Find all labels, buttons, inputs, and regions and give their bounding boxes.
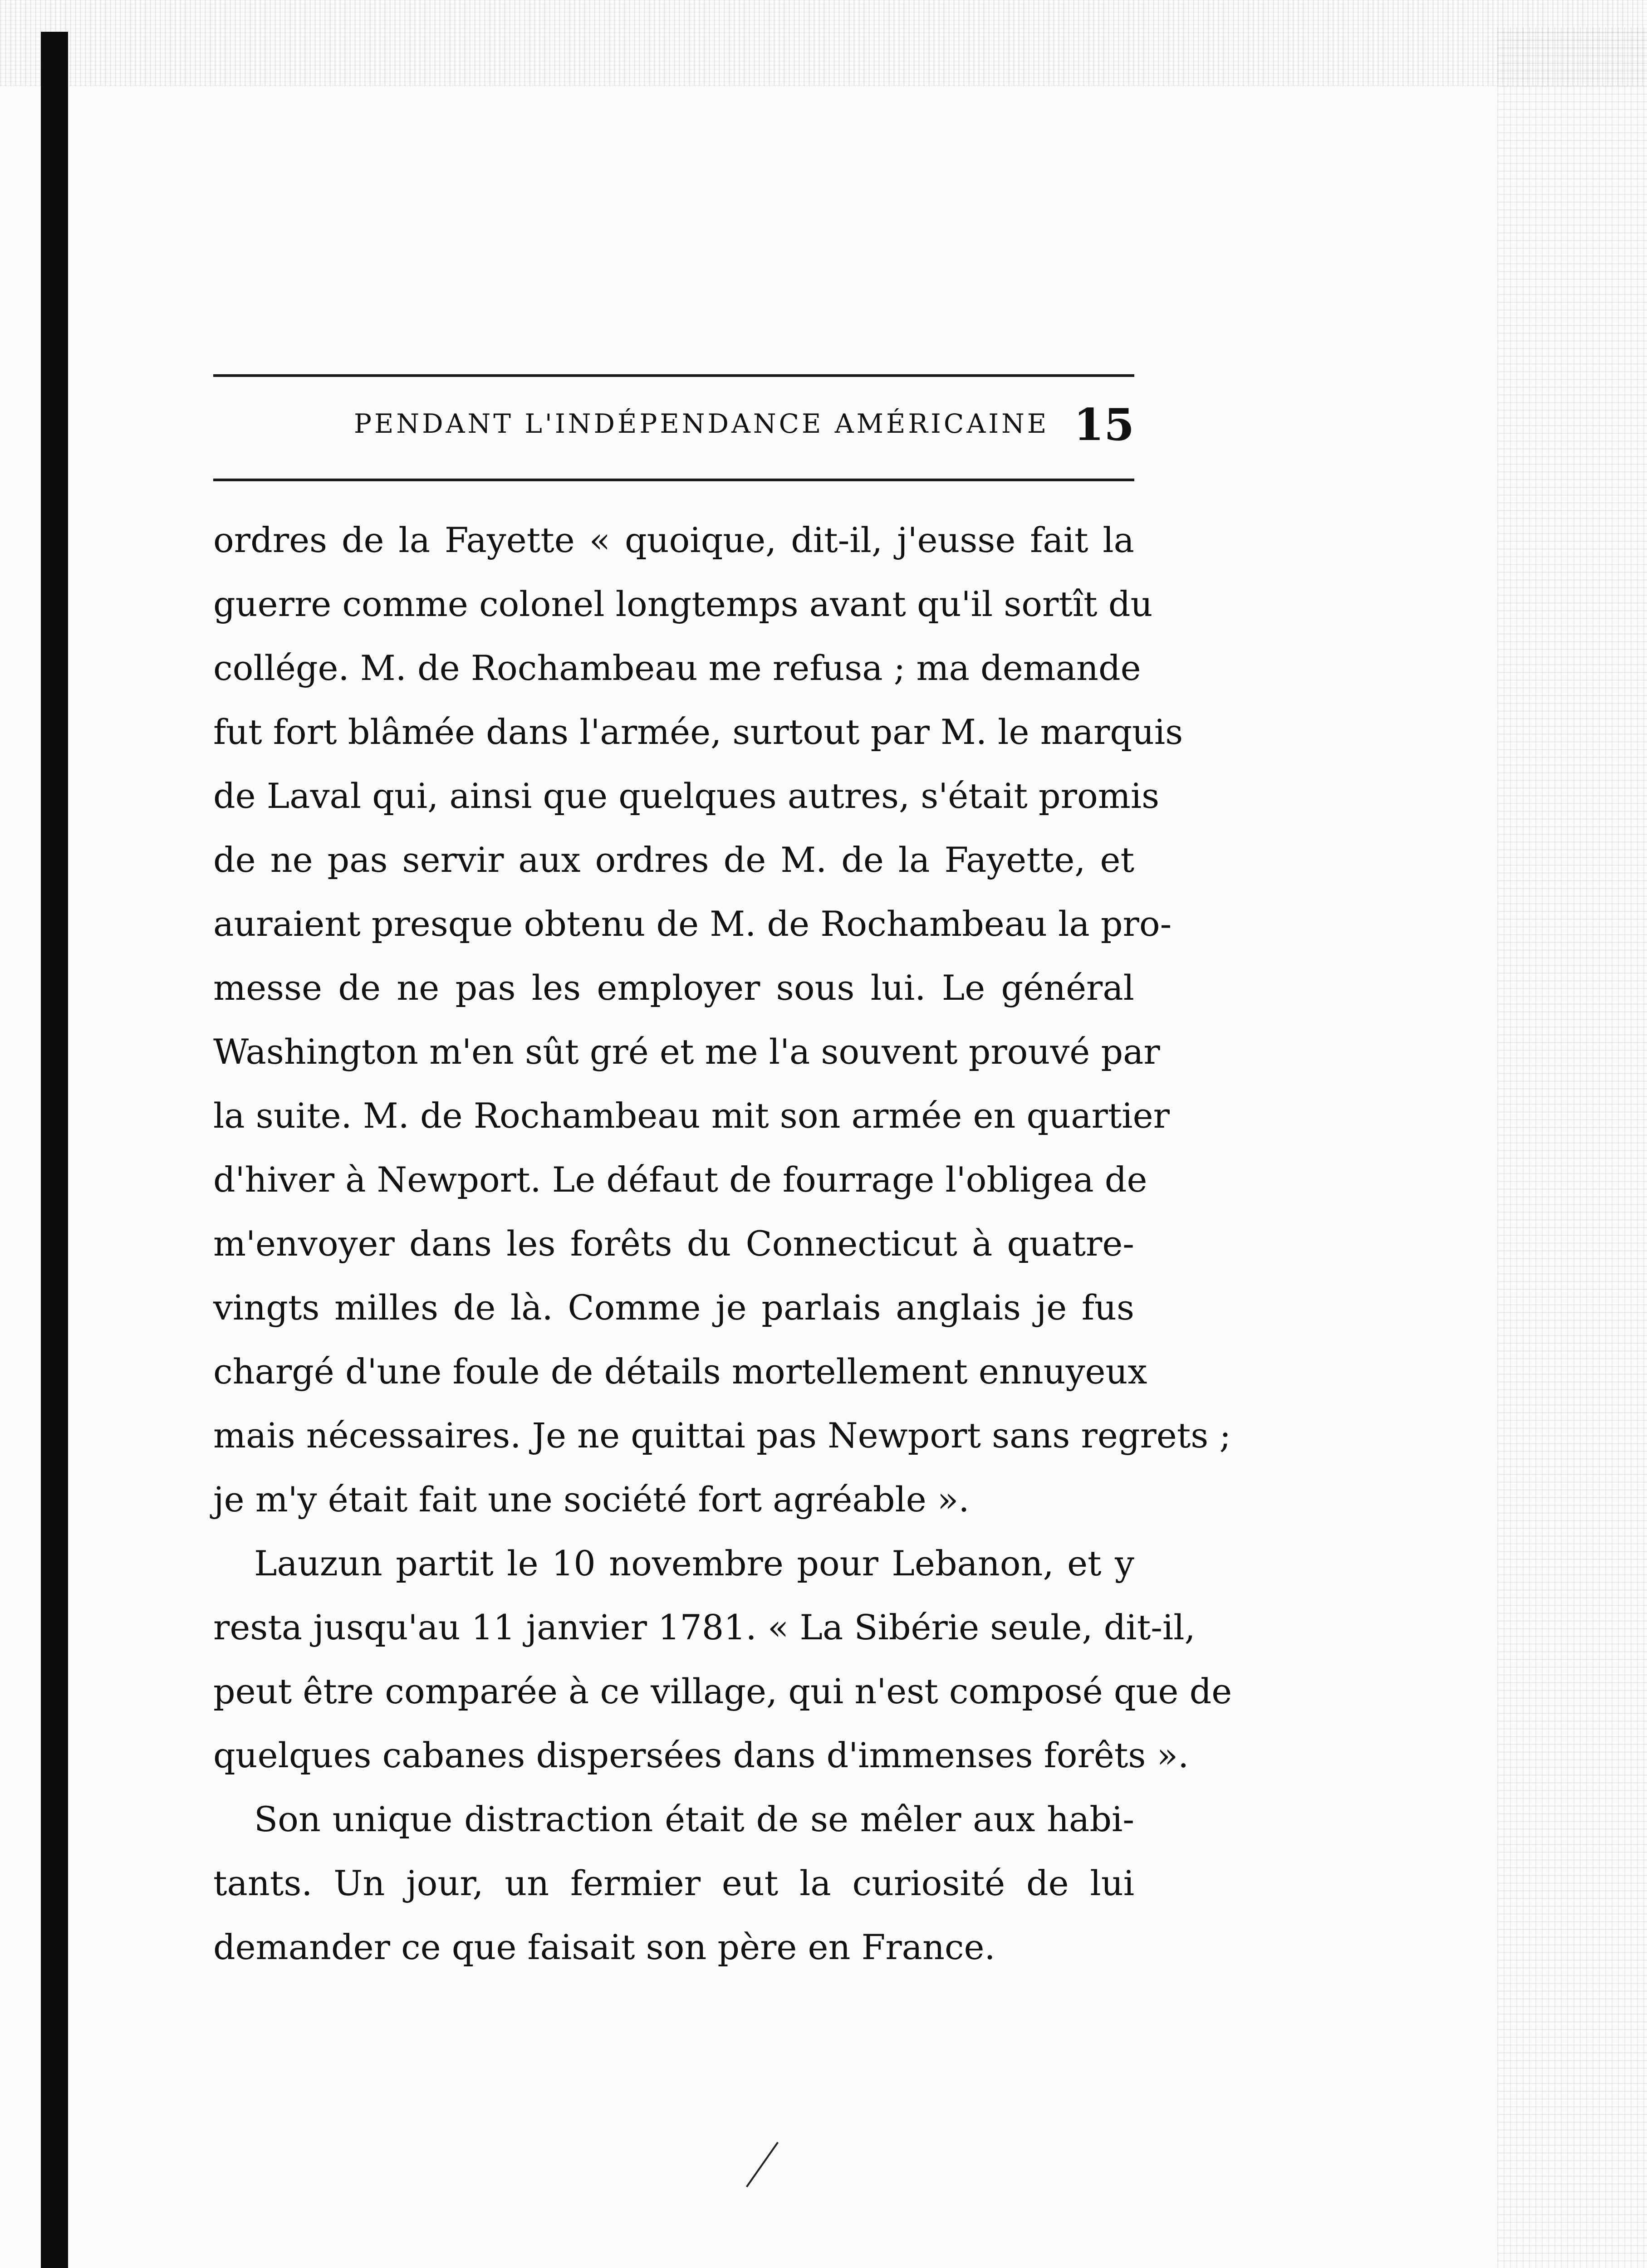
text-line: chargé d'une foule de détails mortellement ennuyeux [213,1351,1147,1392]
running-title: PENDANT L'INDÉPENDANCE AMÉRICAINE [354,408,1049,439]
text-line: de ne pas servir aux ordres de M. de la Fayette, et [213,840,1134,880]
text-line: demander ce que faisait son père en France. [213,1927,995,1967]
scan-noise-right [1497,27,1647,2268]
scan-noise-top [0,0,1647,86]
text-line: tants. Un jour, un fermier eut la curiosité de lui [213,1863,1134,1903]
text-line: ordres de la Fayette « quoique, dit-il, j'eusse fait la [213,520,1134,560]
text-line: resta jusqu'au 11 janvier 1781. « La Sibérie seule, dit-il, [213,1607,1196,1647]
text-line: de Laval qui, ainsi que quelques autres, s'était promis [213,776,1160,816]
text-line: quelques cabanes dispersées dans d'immenses forêts ». [213,1735,1189,1775]
paragraph-3 [213,1787,1134,1979]
text-line: Washington m'en sût gré et me l'a souvent prouvé par [213,1031,1160,1072]
text-line: d'hiver à Newport. Le défaut de fourrage l'obligea de [213,1159,1147,1200]
binding-edge [41,32,68,2268]
header-rule-bottom [213,479,1134,481]
text-line: mais nécessaires. Je ne quittai pas Newport sans regrets ; [213,1415,1231,1456]
text-line: Lauzun partit le 10 novembre pour Lebanon, et y [254,1543,1134,1584]
text-line: peut être comparée à ce village, qui n'est composé que de [213,1671,1232,1711]
text-line: je m'y était fait une société fort agréable ». [213,1479,970,1520]
text-line: la suite. M. de Rochambeau mit son armée en quartier [213,1095,1170,1136]
text-line: auraient presque obtenu de M. de Rochambeau la pro- [213,904,1172,944]
paragraph-1 [213,508,1231,1531]
text-line: fut fort blâmée dans l'armée, surtout par M. le marquis [213,712,1183,752]
paragraph-2 [213,1531,1232,1787]
text-line: guerre comme colonel longtemps avant qu'il sortît du [213,584,1153,624]
running-head [213,399,1134,463]
text-line: Son unique distraction était de se mêler aux habi- [254,1799,1134,1839]
pencil-mark [746,2142,779,2188]
text-line: collége. M. de Rochambeau me refusa ; ma demande [213,648,1141,688]
body-text [213,508,1232,1979]
page-number: 15 [1073,399,1134,450]
header-rule-top [213,374,1134,377]
text-line: vingts milles de là. Comme je parlais anglais je fus [213,1287,1134,1328]
text-line: m'envoyer dans les forêts du Connecticut à quatre- [213,1223,1134,1264]
text-line: messe de ne pas les employer sous lui. Le général [213,968,1134,1008]
